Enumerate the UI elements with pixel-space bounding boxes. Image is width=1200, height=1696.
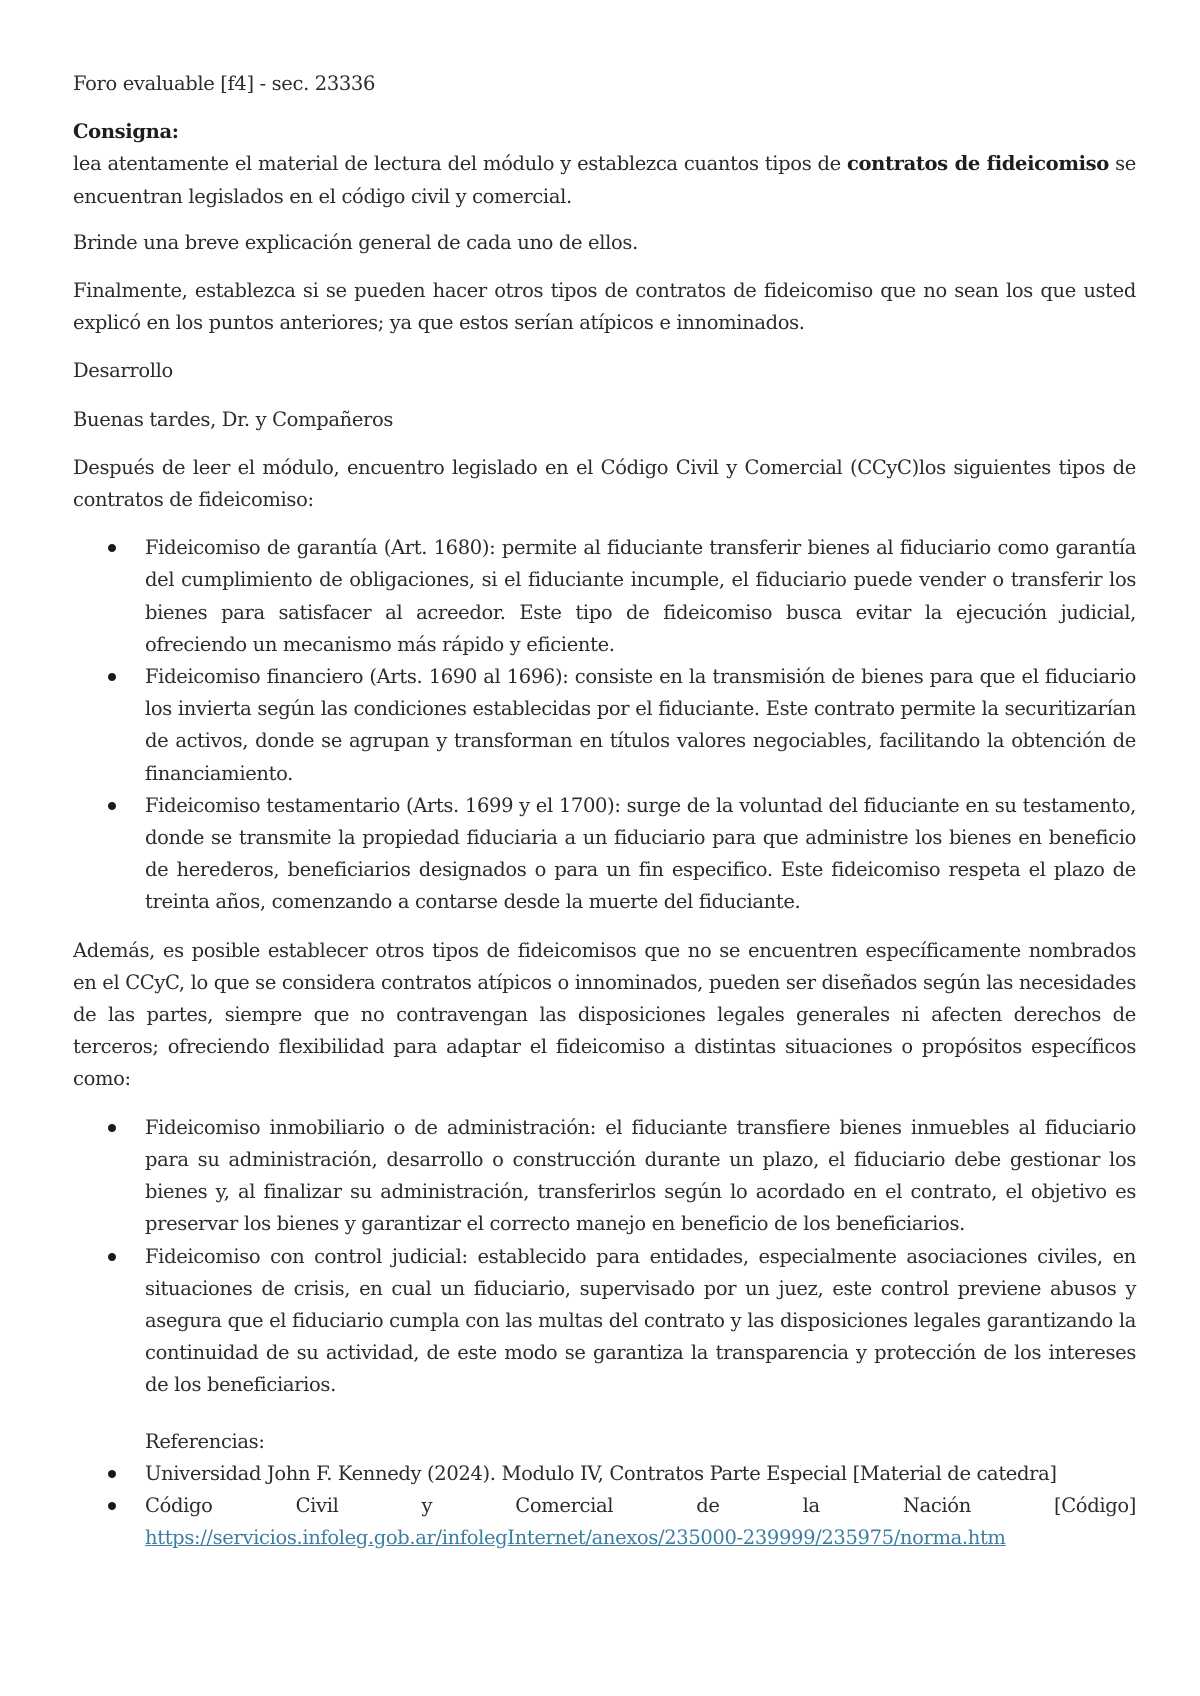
reference-item: Universidad John F. Kennedy (2024). Modulo IV, Contratos Parte Especial [Material de catedra]: [73, 1458, 1136, 1490]
list-item: Fideicomiso inmobiliario o de administración: el fiduciante transfiere bienes inmuebles al fiduciario para su administración, desarrollo o construcción durante un plazo, el fiduciario debe gestionar los bienes y, al finalizar su administración, transferirlos según lo acordado en el contrato, el objetivo es preservar los bienes y garantizar el correcto manejo en beneficio de los beneficiarios.: [73, 1112, 1136, 1241]
reference-link[interactable]: https://servicios.infoleg.gob.ar/infolegInternet/anexos/235000-239999/235975/norma.htm: [145, 1526, 1006, 1550]
atypical-intro: Además, es posible establecer otros tipos de fideicomisos que no se encuentren específicamente nombrados en el CCyC, lo que se considera contratos atípicos o innominados, pueden ser diseñados según las necesidades de las partes, siempre que no contravengan las disposiciones legales generales ni afecten derechos de terceros; ofreciendo flexibilidad para adaptar el fideicomiso a distintas situaciones o propósitos específicos como:: [73, 938, 1136, 1091]
consigna-heading: Consigna:: [73, 120, 179, 144]
list-item: Fideicomiso testamentario (Arts. 1699 y el 1700): surge de la voluntad del fiduciante en su testamento, donde se transmite la propiedad fiduciaria a un fiduciario para que administre los bienes en beneficio de herederos, beneficiarios designados o para un fin especifico. Este fideicomiso respeta el plazo de treinta años, comenzando a contarse desde la muerte del fiduciante.: [73, 790, 1136, 919]
references-label: Referencias:: [145, 1429, 265, 1453]
consigna-instruction-3: Finalmente, establezca si se pueden hacer otros tipos de contratos de fideicomiso que no sean los que usted explicó en los puntos anteriores; ya que estos serían atípicos e innominados.: [73, 279, 1136, 335]
list-item: Fideicomiso de garantía (Art. 1680): permite al fiduciante transferir bienes al fiduciario como garantía del cumplimiento de obligaciones, si el fiduciante incumple, el fiduciario puede vender o transferir los bienes para satisfacer al acreedor. Este tipo de fideicomiso busca evitar la ejecución judicial, ofreciendo un mecanismo más rápido y eficiente.: [73, 532, 1136, 661]
development-label: Desarrollo: [73, 359, 173, 383]
legislated-types-list: [73, 532, 1136, 918]
development-intro: Después de leer el módulo, encuentro legislado en el Código Civil y Comercial (CCyC)los siguientes tipos de contratos de fideicomiso:: [73, 455, 1136, 512]
consigna-instruction-2: Brinde una breve explicación general de cada uno de ellos.: [73, 230, 638, 254]
reference-item: [73, 1490, 1136, 1554]
consigna-text-part2: se encuentran legislados en el código civil y comercial.: [73, 152, 1136, 208]
list-item: Fideicomiso con control judicial: establecido para entidades, especialmente asociaciones civiles, en situaciones de crisis, en cual un fiduciario, supervisado por un juez, este control previene abusos y asegura que el fiduciario cumpla con las multas del contrato y las disposiciones legales garantizando la continuidad de su actividad, de este modo se garantiza la transparencia y protección de los intereses de los beneficiarios.: [73, 1241, 1136, 1402]
references-list: [73, 1458, 1136, 1555]
greeting: Buenas tardes, Dr. y Compañeros: [73, 407, 394, 431]
document-page: [73, 68, 1136, 1570]
reference-citation: Código Civil y Comercial de la Nación [Código]: [145, 1493, 1136, 1517]
list-item: Fideicomiso financiero (Arts. 1690 al 1696): consiste en la transmisión de bienes para que el fiduciario los invierta según las condiciones establecidas por el fiduciante. Este contrato permite la securitizarían de activos, donde se agrupan y transforman en títulos valores negociables, facilitando la obtención de financiamiento.: [73, 661, 1136, 790]
forum-title: Foro evaluable [f4] - sec. 23336: [73, 72, 376, 95]
consigna-bold-term: contratos de fideicomiso: [847, 152, 1109, 176]
consigna-block: [73, 116, 1136, 213]
atypical-types-list: [73, 1112, 1136, 1402]
consigna-text-part1: lea atentamente el material de lectura del módulo y establezca cuantos tipos de: [73, 152, 847, 176]
